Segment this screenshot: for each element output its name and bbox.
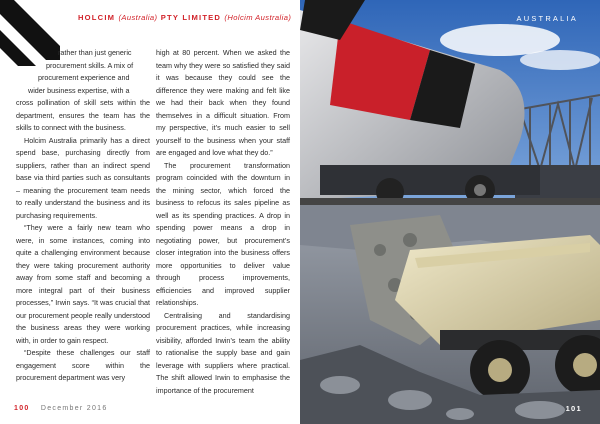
- paragraph: The procurement transformation program coincided with the downturn in the mining sector, which forced the business to refocus its sales pipeline as well as its spending practices. A drop in spending power means a drop in negotiating power, but procurement’s closer integration into the business offers more opportunities to deliver value through process improvements, efficiencies and improved supplier relationships.: [156, 160, 290, 307]
- text-line: rather than just generic: [58, 48, 132, 57]
- text-line: procurement skills. A mix of: [46, 60, 134, 70]
- paragraph: “Despite these challenges our staff engagement score within the procurement department was very: [16, 348, 150, 382]
- issue-date: December 2016: [40, 405, 108, 412]
- text-line: procurement experience and: [38, 73, 130, 82]
- page-number-right: 101: [565, 404, 582, 413]
- concrete-truck-photo: [300, 0, 600, 208]
- haul-truck-photo: [300, 205, 600, 424]
- paragraph: Centralising and standardising procurement practices, while increasing visibility, afforded Irwin’s team the ability to rationalise the supply base and gain leverage with suppliers where practical. The shift allowed Irwin to emphasise the importance of the procurement: [156, 310, 290, 395]
- page-number-left: 100: [14, 405, 30, 412]
- running-header: [78, 13, 291, 22]
- paragraph: Holcim Australia primarily has a direct spend base, purchasing directly from suppliers, rather than an indirect spend base via third parties such as consultants – meaning the procurement team needs to really understand the business and its purchasing requirements.: [16, 135, 150, 220]
- right-page: [300, 0, 600, 424]
- paragraph: “They were a fairly new team who were, in some instances, coming into quite a challenging environment because they were taking procurement authority away from some staff and becoming a more integral part of their business processes,” Irwin says. “It was crucial that our procurement people really understood the business areas they were working with, in order to gain respect.: [16, 223, 150, 345]
- text-line: wider business expertise, with a: [28, 85, 130, 95]
- company-suffix: PTY LIMITED: [160, 13, 222, 22]
- company-name: HOLCIM: [78, 13, 116, 22]
- company-alt-name: (Holcim Australia): [224, 13, 292, 22]
- photo-collage: [300, 0, 600, 424]
- article-column-2: [156, 47, 290, 397]
- paragraph: cross pollination of skill sets within the department, ensures the team has the skills to connect with the business.: [16, 98, 150, 132]
- paragraph: high at 80 percent. When we asked the team why they were so satisfied they said it was because they could see the difference they were making and felt like we had their back when they found themselves in a difficult situation. From my perspective, it’s much easier to sell yourself to the business when your staff are engaged and love what they do.”: [156, 48, 290, 157]
- section-label: AUSTRALIA: [516, 14, 578, 23]
- company-qualifier: (Australia): [118, 13, 158, 22]
- article-column-1: [16, 47, 150, 385]
- page-footer-left: [14, 405, 108, 412]
